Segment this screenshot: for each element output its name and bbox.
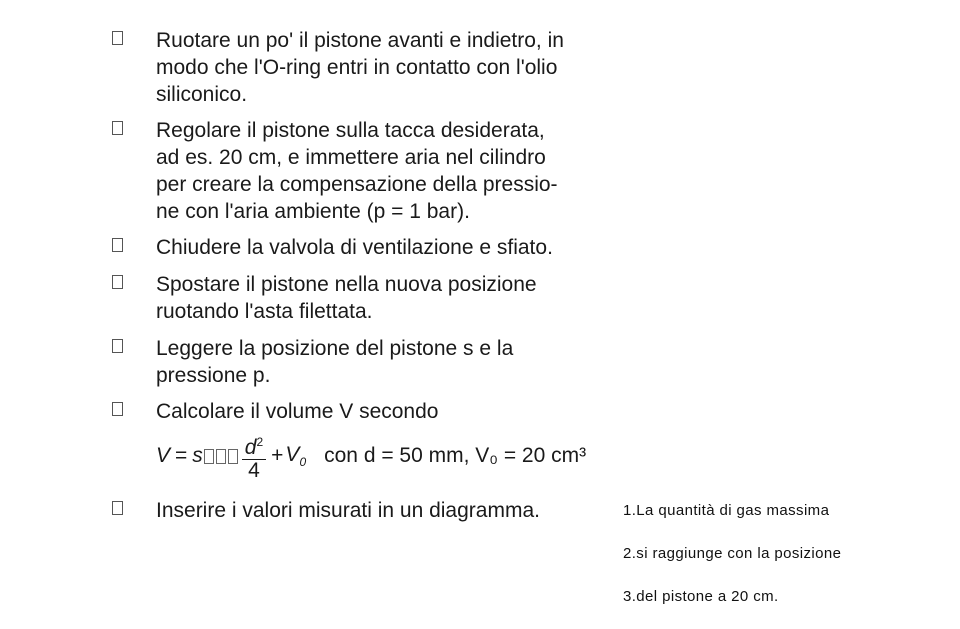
step-text: Chiudere la valvola di ventilazione e sfiato. xyxy=(156,236,553,259)
step-text: Calcolare il volume V secondo xyxy=(156,400,439,423)
note-line-1: 1.La quantità di gas massima xyxy=(623,501,830,519)
v0-letter: V xyxy=(285,442,300,466)
step-text: Regolare il pistone sulla tacca desiderata, ad es. 20 cm, e immettere aria nel cilindro per creare la compensazione della pressio- ne con l'aria ambiente (p = 1 bar). xyxy=(156,119,558,223)
fraction-denominator: 4 xyxy=(248,458,260,482)
volume-formula xyxy=(156,430,636,482)
v0-subscript: 0 xyxy=(299,455,307,470)
missing-glyph-icon xyxy=(228,449,238,464)
side-note xyxy=(623,478,953,629)
numerator-exponent: 2 xyxy=(256,434,264,449)
missing-glyph-icon xyxy=(216,449,226,464)
formula-equals: = xyxy=(175,444,188,467)
numerator-d: d xyxy=(244,435,257,459)
missing-glyph-icon xyxy=(204,449,214,464)
note-line-3: 3.del pistone a 20 cm. xyxy=(623,587,779,605)
formula-condition: con d = 50 mm, V₀ = 20 cm³ xyxy=(324,444,587,467)
bullet-box-icon xyxy=(112,238,123,252)
formula-v: V xyxy=(156,444,171,467)
formula-v0 xyxy=(285,443,306,469)
bullet-box-icon xyxy=(112,31,123,45)
bullet-box-icon xyxy=(112,275,123,289)
bullet-box-icon xyxy=(112,402,123,416)
step-text: Inserire i valori misurati in un diagramma. xyxy=(156,499,540,522)
step-text: Leggere la posizione del pistone s e la pressione p. xyxy=(156,337,514,387)
fraction-numerator xyxy=(242,431,266,460)
step-text: Ruotare un po' il pistone avanti e indietro, in modo che l'O-ring entri in contatto con l'olio siliconico. xyxy=(156,29,564,106)
formula-fraction xyxy=(242,431,266,482)
bullet-box-icon xyxy=(112,501,123,515)
formula-plus: + xyxy=(271,444,284,467)
note-line-2: 2.si raggiunge con la posizione xyxy=(623,544,842,562)
formula-s: s xyxy=(192,444,203,467)
step-text: Spostare il pistone nella nuova posizione ruotando l'asta filettata. xyxy=(156,273,537,323)
bullet-box-icon xyxy=(112,121,123,135)
bullet-box-icon xyxy=(112,339,123,353)
